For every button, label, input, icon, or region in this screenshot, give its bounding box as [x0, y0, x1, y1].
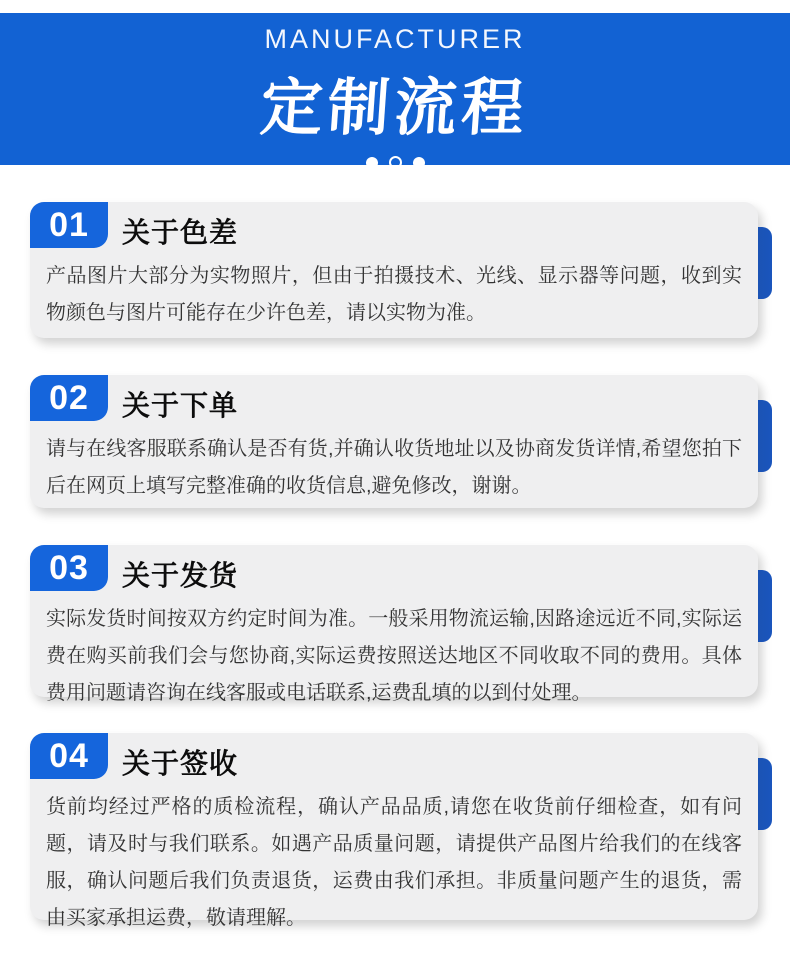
- section-title: 关于色差: [122, 217, 239, 248]
- dot-outline-icon: [389, 156, 402, 169]
- dot-filled-icon: [413, 157, 425, 169]
- accent-bar: [758, 400, 772, 472]
- banner-title: 定制流程: [258, 74, 531, 143]
- section-title: 关于签收: [122, 748, 239, 779]
- section-card-receiving: [30, 733, 758, 929]
- section-body: 货前均经过严格的质检流程，确认产品品质,请您在收货前仔细检查，如有问题，请及时与我们联系。如遇产品质量问题，请提供产品图片给我们的在线客服，确认问题后我们负责退货，运费由我们承担。非质量问题产生的退货，需由买家承担运费，敬请理解。: [46, 796, 742, 929]
- accent-bar: [758, 227, 772, 299]
- section-number-badge: 01: [30, 202, 108, 248]
- section-number-badge: 03: [30, 545, 108, 591]
- section-number-badge: 02: [30, 375, 108, 421]
- carousel-dots: [0, 156, 790, 169]
- dot-filled-icon: [366, 157, 378, 169]
- section-number-badge: 04: [30, 733, 108, 779]
- section-body: 产品图片大部分为实物照片，但由于拍摄技术、光线、显示器等问题，收到实物颜色与图片可能存在少许色差，请以实物为准。: [46, 265, 742, 324]
- header-banner: [0, 13, 790, 165]
- accent-bar: [758, 758, 772, 830]
- accent-bar: [758, 570, 772, 642]
- banner-subtitle: MANUFACTURER: [264, 24, 526, 54]
- section-card-ordering: [30, 375, 758, 508]
- section-title: 关于发货: [122, 560, 239, 591]
- section-card-color-difference: [30, 202, 758, 338]
- section-body: 实际发货时间按双方约定时间为准。一般采用物流运输,因路途远近不同,实际运费在购买前我们会与您协商,实际运费按照送达地区不同收取不同的费用。具体费用问题请咨询在线客服或电话联系,运费乱填的以到付处理。: [46, 608, 742, 704]
- section-body: 请与在线客服联系确认是否有货,并确认收货地址以及协商发货详情,希望您拍下后在网页上填写完整准确的收货信息,避免修改，谢谢。: [46, 438, 742, 497]
- section-title: 关于下单: [122, 390, 239, 421]
- section-card-shipping: [30, 545, 758, 704]
